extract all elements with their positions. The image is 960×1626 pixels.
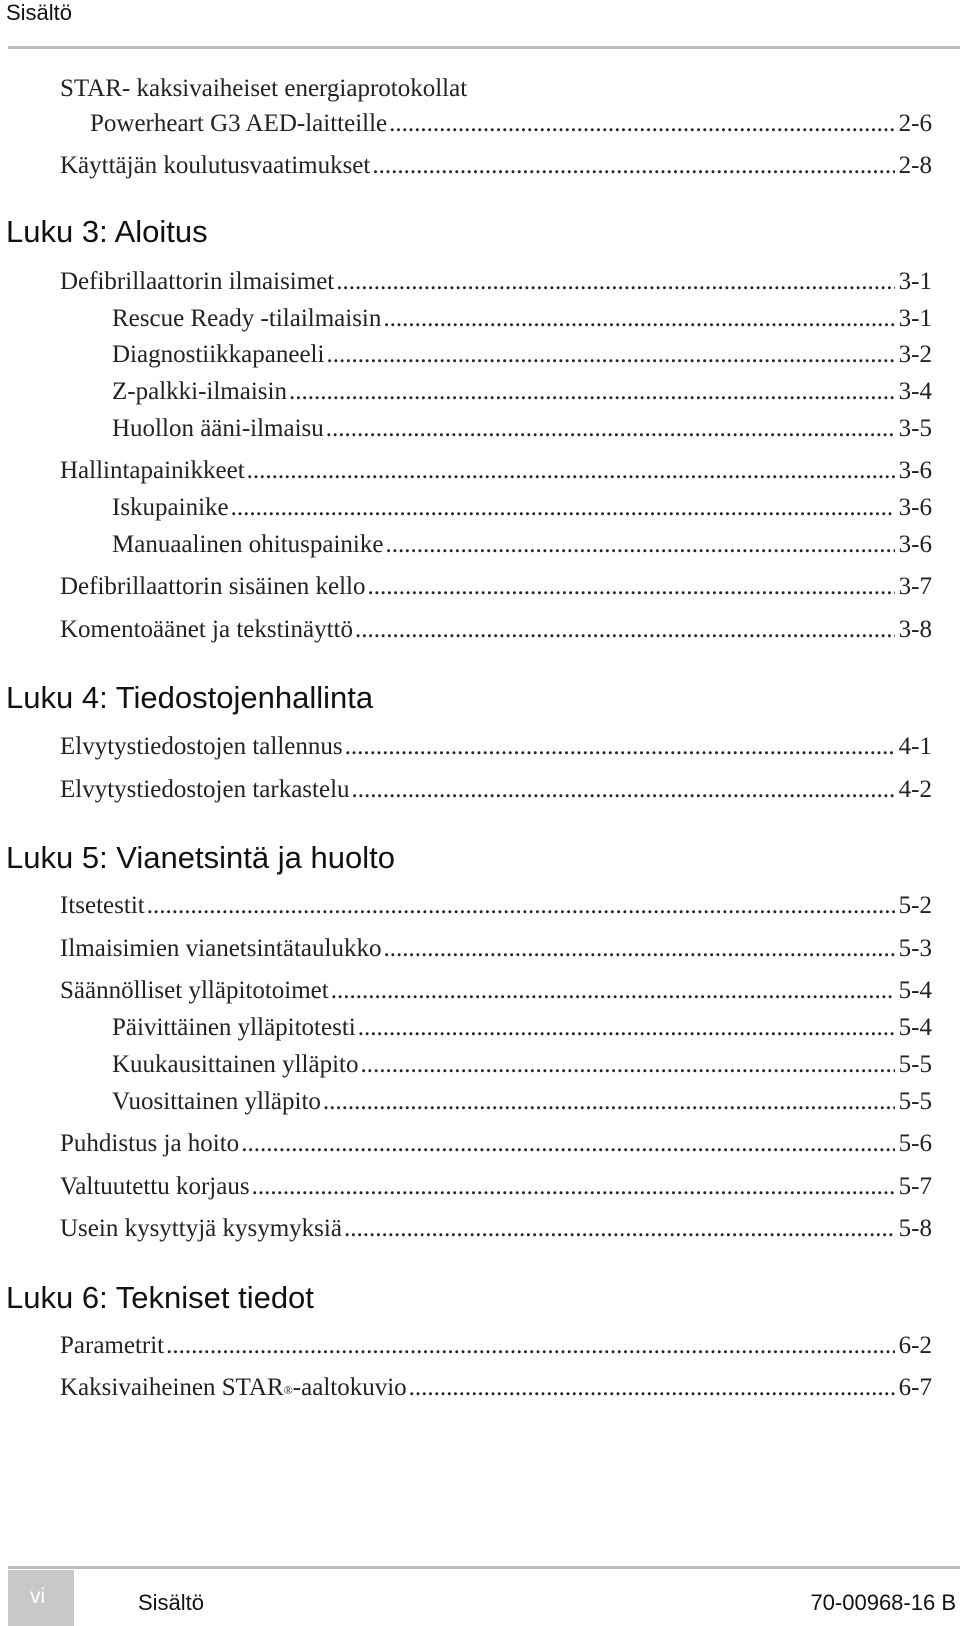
- toc-leader-dots: [358, 1010, 895, 1046]
- footer-page-number: vi: [30, 1585, 46, 1608]
- toc-entry-page: 5-5: [898, 1088, 932, 1115]
- toc-entry-label: Päivittäinen ylläpitotesti: [112, 1014, 356, 1041]
- toc-entry-label: Parametrit: [60, 1332, 165, 1359]
- toc-entry-page: 3-2: [898, 341, 932, 368]
- toc-leader-dots: [247, 453, 895, 489]
- toc-entry-page: 3-6: [898, 531, 932, 558]
- toc-entry[interactable]: [0, 264, 960, 300]
- toc-leader-dots: [331, 973, 895, 1009]
- toc-entry[interactable]: [0, 1328, 960, 1364]
- toc-leader-dots: [326, 411, 895, 447]
- registered-mark: ®: [283, 1383, 293, 1397]
- toc-entry-page: 5-7: [898, 1173, 932, 1200]
- running-head-title: Sisältö: [6, 0, 73, 25]
- toc-entry-label: Iskupainike: [112, 494, 229, 521]
- toc-entry-page: 5-5: [898, 1051, 932, 1078]
- toc-entry-label: Rescue Ready -tilailmaisin: [112, 305, 382, 332]
- toc-leader-dots: [383, 301, 894, 337]
- toc-entry[interactable]: [0, 1047, 960, 1083]
- toc-leader-dots: [345, 729, 895, 765]
- toc-leader-dots: [231, 490, 895, 526]
- toc-leader-dots: [355, 612, 895, 648]
- toc-entry[interactable]: [0, 888, 960, 924]
- toc-entry-page: 3-1: [898, 268, 932, 295]
- toc-entry-label: Diagnostiikkapaneeli: [112, 341, 325, 368]
- toc-entry-page: 5-8: [898, 1215, 932, 1242]
- toc-leader-dots: [385, 527, 894, 563]
- toc-entry-page: 6-7: [898, 1374, 932, 1401]
- toc-entry-page: 3-6: [898, 494, 932, 521]
- toc-leader-dots: [367, 569, 894, 605]
- toc-entry[interactable]: [0, 1370, 960, 1406]
- toc-leader-dots: [383, 931, 894, 967]
- toc-leader-dots: [336, 264, 894, 300]
- toc-entry[interactable]: [0, 729, 960, 765]
- toc-entry[interactable]: [0, 527, 960, 563]
- toc-leader-dots: [166, 1328, 895, 1364]
- toc-entry-page: 2-6: [898, 110, 932, 137]
- toc-entry-page: 4-1: [898, 733, 932, 760]
- toc-entry-label: Manuaalinen ohituspainike: [112, 531, 384, 558]
- toc-entry-label: Defibrillaattorin ilmaisimet: [60, 268, 335, 295]
- toc-entry-label: Defibrillaattorin sisäinen kello: [60, 573, 366, 600]
- toc-entry[interactable]: [0, 931, 960, 967]
- toc-entry[interactable]: [0, 301, 960, 337]
- toc-entry-page: 3-7: [898, 573, 932, 600]
- toc-leader-dots: [389, 106, 895, 142]
- toc-entry-page: 5-4: [898, 977, 932, 1004]
- toc-entry[interactable]: [0, 411, 960, 447]
- toc-entry-label: Huollon ääni-ilmaisu: [112, 415, 324, 442]
- toc-entry-page: 3-1: [898, 305, 932, 332]
- toc-entry-label: Ilmaisimien vianetsintätaulukko: [60, 935, 382, 962]
- toc-entry-page: 2-8: [898, 152, 932, 179]
- toc-entry-label-suffix: -aaltokuvio: [292, 1374, 407, 1401]
- chapter-heading[interactable]: Luku 4: Tiedostojenhallinta: [6, 680, 374, 715]
- toc-entry[interactable]: [0, 490, 960, 526]
- toc-entry[interactable]: [0, 106, 960, 142]
- toc-entry[interactable]: [0, 1084, 960, 1120]
- toc-entry[interactable]: [0, 1211, 960, 1247]
- toc-entry-label: [60, 1370, 407, 1406]
- toc-leader-dots: [372, 148, 894, 184]
- toc-entry-label: Säännölliset ylläpitotoimet: [60, 977, 329, 1004]
- toc-leader-dots: [241, 1126, 894, 1162]
- toc-entry-page: 4-2: [898, 776, 932, 803]
- toc-leader-dots: [344, 1211, 895, 1247]
- toc-entry-label: Valtuutettu korjaus: [60, 1173, 250, 1200]
- toc-entry[interactable]: [0, 453, 960, 489]
- toc-entry-label: Kuukausittainen ylläpito: [112, 1051, 359, 1078]
- toc-entry-label: Powerheart G3 AED-laitteille: [90, 110, 388, 137]
- toc-intro-line: STAR- kaksivaiheiset energiaprotokollat: [60, 75, 468, 102]
- toc-leader-dots: [352, 772, 895, 808]
- toc-entry-label: Usein kysyttyjä kysymyksiä: [60, 1215, 342, 1242]
- toc-entry-label: Itsetestit: [60, 892, 145, 919]
- toc-entry-label: Elvytystiedostojen tallennus: [60, 733, 343, 760]
- toc-leader-dots: [326, 337, 894, 373]
- toc-leader-dots: [409, 1370, 895, 1406]
- toc-entry-page: 5-4: [898, 1014, 932, 1041]
- toc-entry[interactable]: [0, 337, 960, 373]
- toc-leader-dots: [147, 888, 895, 924]
- toc-entry[interactable]: [0, 1010, 960, 1046]
- toc-entry-page: 5-3: [898, 935, 932, 962]
- toc-entry-label: Puhdistus ja hoito: [60, 1130, 240, 1157]
- toc-entry[interactable]: [0, 1126, 960, 1162]
- footer-document-number: 70-00968-16 B: [810, 1590, 956, 1615]
- toc-entry[interactable]: [0, 148, 960, 184]
- toc-entry-label: Vuosittainen ylläpito: [112, 1088, 321, 1115]
- toc-leader-dots: [252, 1169, 895, 1205]
- toc-entry-page: 5-2: [898, 892, 932, 919]
- header-divider: [8, 46, 960, 49]
- toc-entry-page: 5-6: [898, 1130, 932, 1157]
- toc-entry-label: Komentoäänet ja tekstinäyttö: [60, 616, 353, 643]
- toc-entry[interactable]: [0, 374, 960, 410]
- toc-entry[interactable]: [0, 569, 960, 605]
- toc-entry-page: 3-8: [898, 616, 932, 643]
- toc-entry-label: Z-palkki-ilmaisin: [112, 378, 287, 405]
- footer-divider: [8, 1566, 960, 1569]
- toc-leader-dots: [323, 1084, 895, 1120]
- chapter-heading[interactable]: Luku 5: Vianetsintä ja huolto: [6, 840, 395, 875]
- toc-entry[interactable]: [0, 973, 960, 1009]
- toc-entry-page: 3-4: [898, 378, 932, 405]
- toc-entry-label-main: Kaksivaiheinen STAR: [60, 1374, 284, 1401]
- toc-entry-label: Elvytystiedostojen tarkastelu: [60, 776, 350, 803]
- toc-entry-page: 3-6: [898, 457, 932, 484]
- toc-entry[interactable]: [0, 1169, 960, 1205]
- toc-entry-label: Käyttäjän koulutusvaatimukset: [60, 152, 371, 179]
- chapter-heading[interactable]: Luku 6: Tekniset tiedot: [6, 1280, 314, 1315]
- chapter-heading[interactable]: Luku 3: Aloitus: [6, 214, 208, 249]
- toc-entry[interactable]: [0, 772, 960, 808]
- toc-leader-dots: [289, 374, 895, 410]
- toc-entry-page: 6-2: [898, 1332, 932, 1359]
- toc-leader-dots: [360, 1047, 894, 1083]
- toc-entry-page: 3-5: [898, 415, 932, 442]
- toc-entry[interactable]: [0, 612, 960, 648]
- toc-entry-label: Hallintapainikkeet: [60, 457, 245, 484]
- footer-section-title: Sisältö: [138, 1590, 205, 1615]
